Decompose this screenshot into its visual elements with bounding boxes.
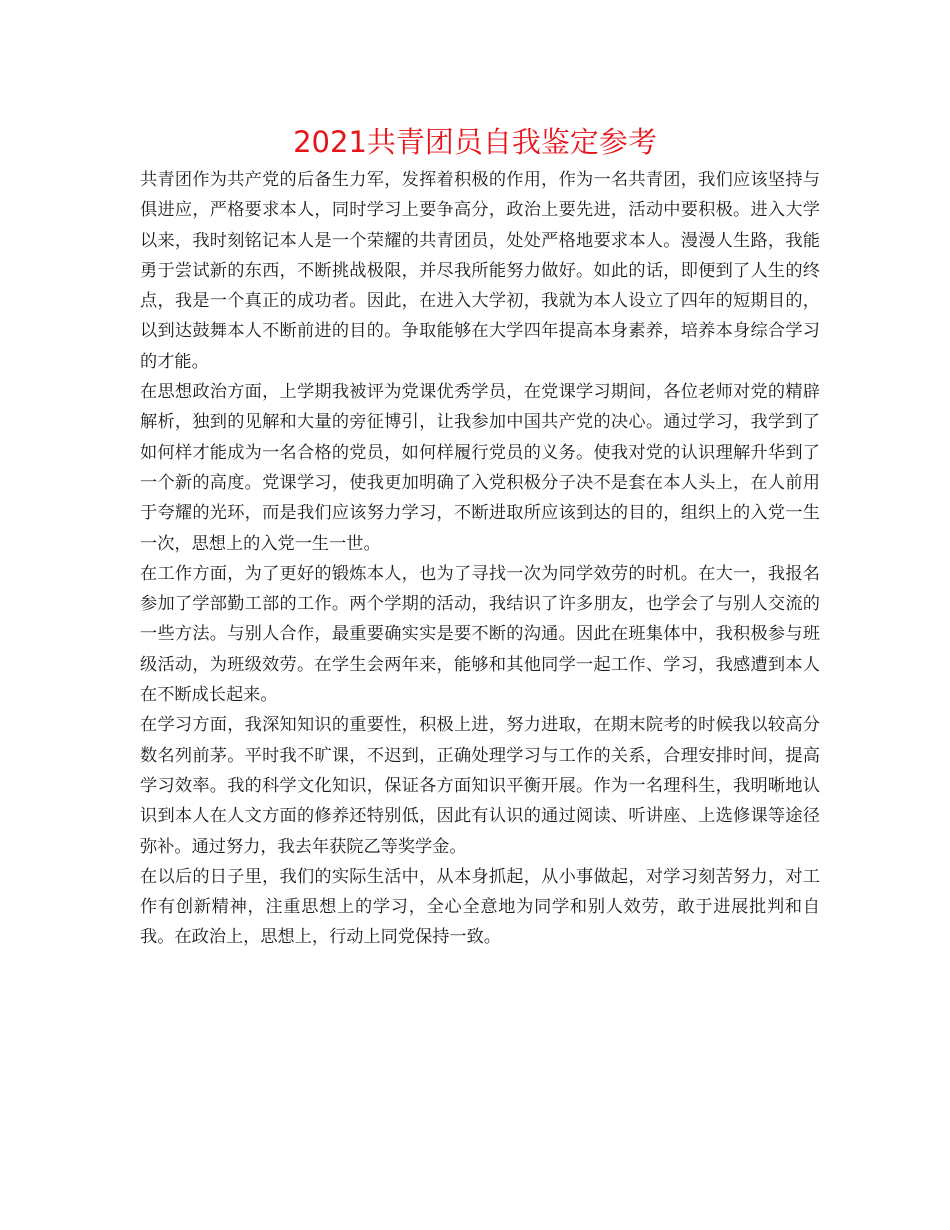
paragraph-study: 在学习方面，我深知知识的重要性，积极上进，努力进取，在期末院考的时候我以较高分数名列前茅。平时我不旷课，不迟到，正确处理学习与工作的关系，合理安排时间，提高学习效率。我的科学文化知识，保证各方面知识平衡开展。作为一名理科生，我明晰地认识到本人在人文方面的修养还特别低，因此有认识的通过阅读、听讲座、上选修课等途径弥补。通过努力，我去年获院乙等奖学金。 <box>140 715 820 857</box>
paragraph-conclusion: 在以后的日子里，我们的实际生活中，从本身抓起，从小事做起，对学习刻苦努力，对工作有创新精神，注重思想上的学习，全心全意地为同学和别人效劳，敢于进展批判和自我。在政治上，思想上，行动上同党保持一致。 <box>140 866 820 948</box>
paragraph-intro: 共青团作为共产党的后备生力军，发挥着积极的作用，作为一名共青团，我们应该坚持与俱进应，严格要求本人，同时学习上要争高分，政治上要先进，活动中要积极。进入大学以来，我时刻铭记本人是一个荣耀的共青团员，处处严格地要求本人。漫漫人生路，我能勇于尝试新的东西，不断挑战极限，并尽我所能努力做好。如此的话，即便到了人生的终点，我是一个真正的成功者。因此，在进入大学初，我就为本人设立了四年的短期目的，以到达鼓舞本人不断前进的目的。争取能够在大学四年提高本身素养，培养本身综合学习的才能。 <box>140 170 820 372</box>
document-body <box>140 165 820 953</box>
paragraph-work: 在工作方面，为了更好的锻炼本人，也为了寻找一次为同学效劳的时机。在大一，我报名参加了学部勤工部的工作。两个学期的活动，我结识了许多朋友，也学会了与别人交流的一些方法。与别人合作，最重要确实实是要不断的沟通。因此在班集体中，我积极参与班级活动，为班级效劳。在学生会两年来，能够和其他同学一起工作、学习，我感遭到本人在不断成长起来。 <box>140 563 820 706</box>
document-title: 2021共青团员自我鉴定参考 <box>293 125 657 159</box>
paragraph-political-thought: 在思想政治方面，上学期我被评为党课优秀学员，在党课学习期间，各位老师对党的精辟解析，独到的见解和大量的旁征博引，让我参加中国共产党的决心。通过学习，我学到了如何样才能成为一名合格的党员，如何样履行党员的义务。使我对党的认识理解升华到了一个新的高度。党课学习，使我更加明确了入党积极分子决不是套在本人头上，在人前用于夸耀的光环，而是我们应该努力学习，不断进取所应该到达的目的，组织上的入党一生一次，思想上的入党一生一世。 <box>140 382 820 554</box>
